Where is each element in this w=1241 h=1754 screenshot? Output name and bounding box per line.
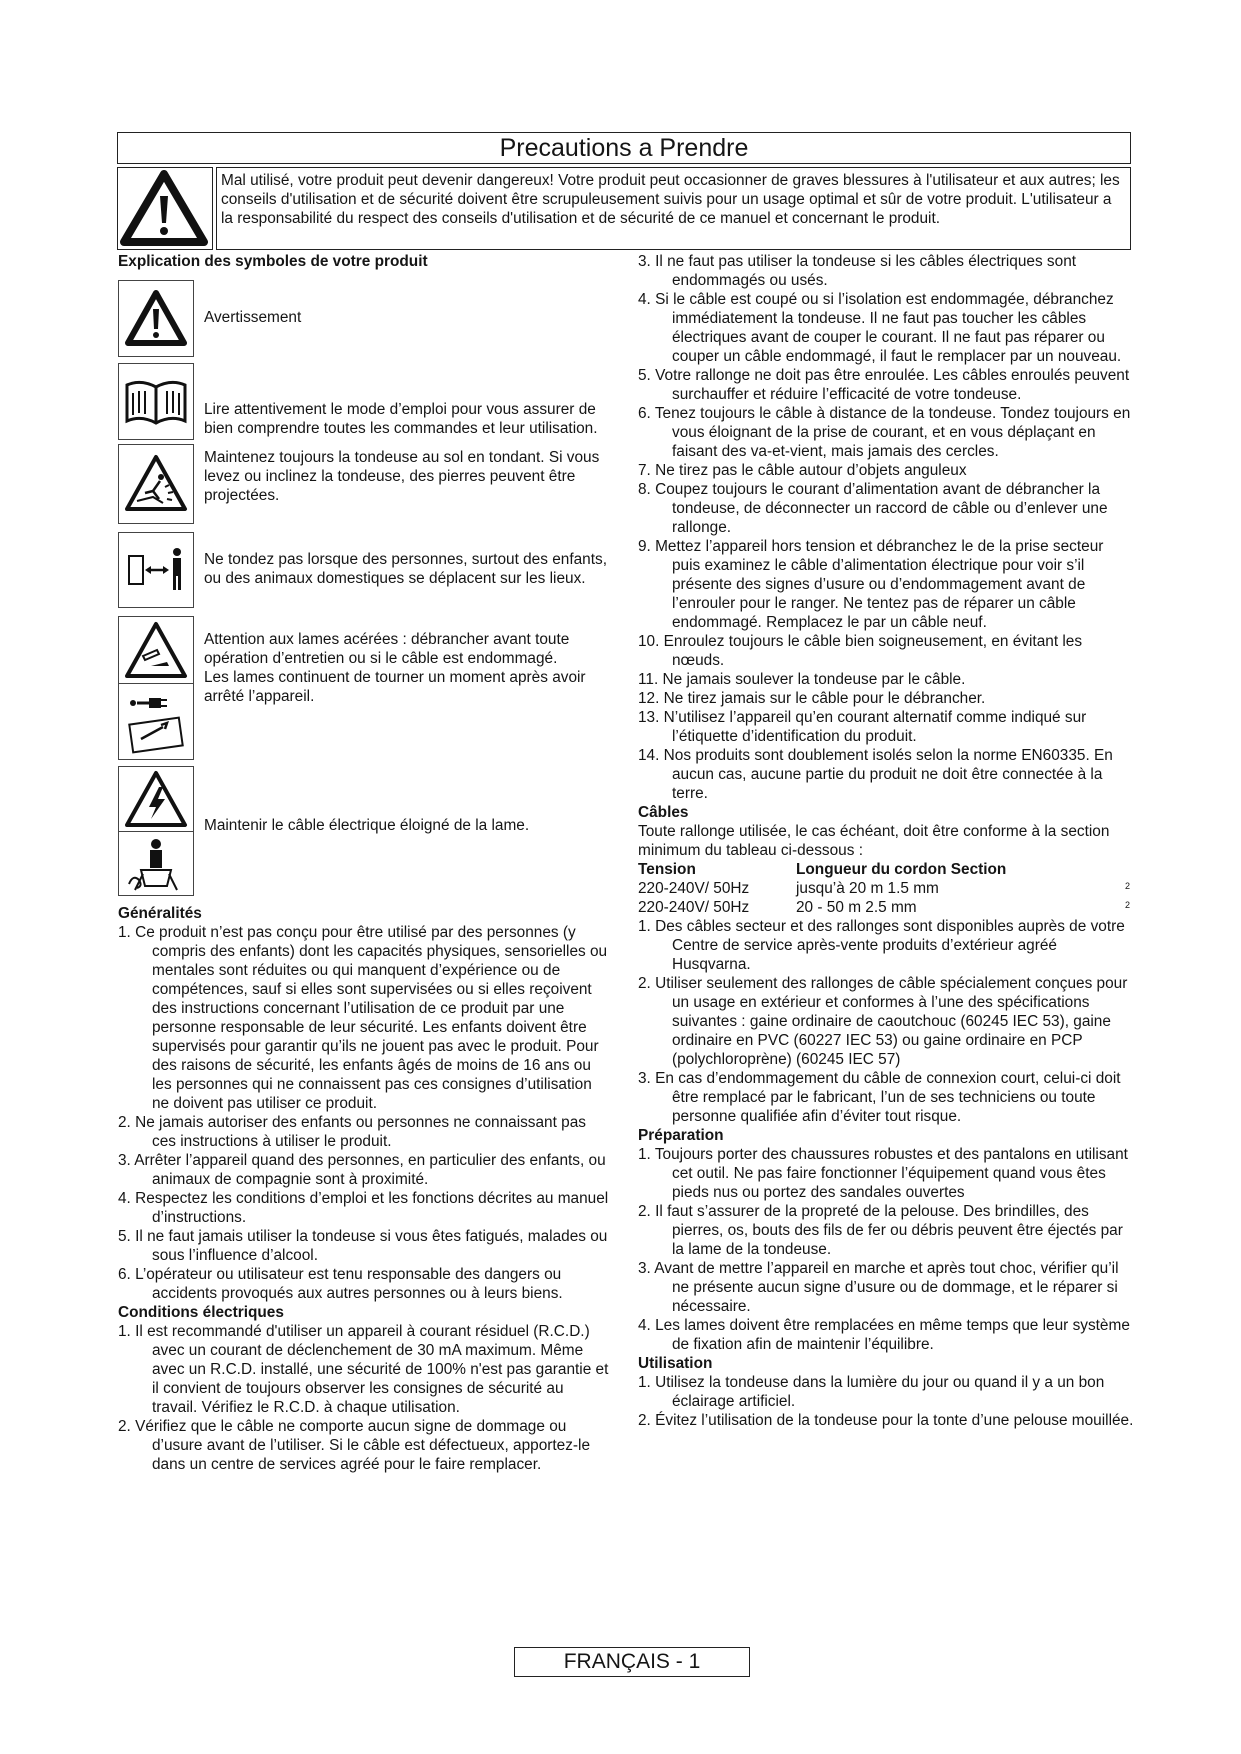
warning-triangle-icon	[118, 168, 211, 248]
symbol-text: Maintenez toujours la tondeuse au sol en tondant. Si vous levez ou inclinez la tondeuse, des pierres peuvent être projectées.	[204, 449, 600, 504]
list-item: 5. Votre rallonge ne doit pas être enroulée. Les câbles enroulés peuvent surchauffer et réduire l’efficacité de votre tondeuse.	[638, 367, 1130, 403]
list-item: 11. Ne jamais soulever la tondeuse par le câble.	[638, 671, 966, 688]
list-item: 14. Nos produits sont doublement isolés selon la norme EN60335. En aucun cas, aucune partie du produit ne doit être connectée à la terre.	[638, 747, 1113, 802]
symbol-row-distance	[118, 532, 612, 608]
unplug-before-service-icon	[118, 684, 194, 760]
symbol-text: Lire attentivement le mode d’emploi pour vous assurer de bien comprendre toutes les commandes et leur utilisation.	[204, 401, 598, 437]
cables-heading: Câbles	[638, 804, 689, 821]
symbol-text: Ne tondez pas lorsque des personnes, surtout des enfants, ou des animaux domestiques se déplacent sur les lieux.	[204, 551, 607, 587]
cable-away-from-blade-icon	[118, 832, 194, 896]
list-item: 3. Arrêter l’appareil quand des personnes, en particulier des enfants, ou animaux de compagnie sont à proximité.	[118, 1152, 606, 1188]
warning-triangle-icon	[118, 280, 194, 357]
symbol-text: Avertissement	[204, 309, 302, 326]
list-item: 1. Ce produit n’est pas conçu pour être utilisé par des personnes (y compris des enfants) dont les capacités physiques, sensorielles ou mentales sont réduites ou qui manquent d’expérience ou de compétences, sauf si elles sont supervisées ou si elles reçoivent des instructions concernant l’utilisation de ce produit par une personne responsable de leur sécurité. Les enfants doivent être supervisés pour garantir qu’ils ne jouent pas avec le produit. Pour des raisons de sécurité, les enfants âgés de moins de 16 ans ou les personnes qui ne connaissent pas ces consignes d’utilisation ne doivent pas utiliser ce produit.	[118, 924, 608, 1112]
page-title: Precautions a Prendre	[117, 132, 1131, 164]
table-header-voltage: Tension	[638, 861, 696, 878]
symbols-heading: Explication des symboles de votre produit	[118, 253, 428, 270]
electrical-heading: Conditions électriques	[118, 1304, 284, 1321]
list-item: 1. Toujours porter des chaussures robustes et des pantalons en utilisant cet outil. Ne pas faire fonctionner l’équipement quand vous êtes pieds nus ou portez des sandales ouvertes	[638, 1146, 1128, 1201]
list-item: 3. Avant de mettre l’appareil en marche et après tout choc, vérifier qu’il ne présente aucun signe d’usure ou de dommage, et le réparer si nécessaire.	[638, 1260, 1119, 1315]
list-item: 1. Utilisez la tondeuse dans la lumière du jour ou quand il y a un bon éclairage artificiel.	[638, 1374, 1105, 1410]
right-column	[638, 252, 1135, 1430]
keep-distance-icon	[118, 532, 194, 608]
flying-debris-icon	[118, 444, 194, 524]
page-number-label: FRANÇAIS - 1	[514, 1647, 750, 1677]
list-item: 2. Il faut s’assurer de la propreté de la pelouse. Des brindilles, des pierres, os, bouts des fils de fer ou débris peuvent être éjectés par la lame de la tondeuse.	[638, 1203, 1123, 1258]
list-item: 6. L’opérateur ou utilisateur est tenu responsable des dangers ou accidents provoqués aux autres personnes ou à leurs biens.	[118, 1266, 563, 1302]
list-item: 2. Utiliser seulement des rallonges de câble spécialement conçues pour un usage en extérieur et conformes à l’une des spécifications suivantes : gaine ordinaire de caoutchouc (60245 IEC 53), gaine ordinaire en PVC (60227 IEC 53) ou gaine ordinaire en PCP (polychloroprène) (60245 IEC 57)	[638, 975, 1128, 1068]
list-item: 9. Mettez l’appareil hors tension et débranchez le de la prise secteur puis examinez le câble d’alimentation électrique pour voir s’il présente des signes d’usure ou d’endommagement avant de l’enrouler pour le ranger. Ne tentez pas de réparer un câble endommagé. Remplacez le par un câble neuf.	[638, 538, 1104, 631]
table-cell-spec: 20 - 50 m 2.5 mm	[796, 899, 917, 916]
symbol-text-block	[194, 616, 612, 708]
warning-icon-box	[117, 167, 213, 250]
table-cell-superscript: 2	[1124, 881, 1130, 891]
table-cell-voltage: 220-240V/ 50Hz	[638, 899, 750, 916]
electric-shock-icon	[118, 766, 194, 832]
list-item: 2. Vérifiez que le câble ne comporte aucun signe de dommage ou d’usure avant de l’utiliser. Si le câble est défectueux, apportez-le dans un centre de services agréé pour le faire remplacer.	[118, 1418, 591, 1473]
cables-intro: Toute rallonge utilisée, le cas échéant, doit être conforme à la section minimum du tableau ci-dessous :	[638, 823, 1110, 859]
list-item: 7. Ne tirez pas le câble autour d’objets anguleux	[638, 462, 967, 479]
symbol-text: Attention aux lames acérées : débrancher avant toute opération d’entretien ou si le câble est endommagé.	[204, 631, 570, 667]
table-cell-spec: jusqu’à 20 m 1.5 mm	[796, 880, 939, 897]
general-heading: Généralités	[118, 905, 202, 922]
list-item: 1. Il est recommandé d'utiliser un appareil à courant résiduel (R.C.D.) avec un courant de déclenchement de 30 mA maximum. Même avec un R.C.D. installé, une sécurité de 100% n'est pas garantie et il convient de toujours observer les consignes de sécurité au travail. Vérifiez le R.C.D. à chaque utilisation.	[118, 1323, 609, 1416]
list-item: 3. En cas d’endommagement du câble de connexion court, celui-ci doit être remplacé par le fabricant, l’un de ses techniciens ou toute personne qualifiée afin d’éviter tout risque.	[638, 1070, 1121, 1125]
list-item: 4. Respectez les conditions d’emploi et les fonctions décrites au manuel d’instructions.	[118, 1190, 609, 1226]
cable-section-table	[638, 860, 1135, 917]
list-item: 1. Des câbles secteur et des rallonges sont disponibles auprès de votre Centre de service après-vente produits d’extérieur agréé Husqvarna.	[638, 918, 1125, 973]
list-item: 6. Tenez toujours le câble à distance de la tondeuse. Tondez toujours en vous éloignant de la prise de courant, et en vous déplaçant en faisant des va-et-vient, mais jamais des cercles.	[638, 405, 1131, 460]
safety-warning-text: Mal utilisé, votre produit peut devenir dangereux! Votre produit peut occasionner de graves blessures à l'utilisateur et aux autres; les conseils d'utilisation et de sécurité doivent être scrupuleusement suivis pour un usage optimal et sûr de votre produit. L'utilisateur a la responsabilité du respect des conseils d'utilisation et de sécurité de ce manuel et concernant le produit.	[216, 167, 1131, 250]
list-item: 10. Enroulez toujours le câble bien soigneusement, en évitant les nœuds.	[638, 633, 1083, 669]
left-column	[118, 252, 612, 1474]
sharp-blades-icon	[118, 616, 194, 684]
list-item: 12. Ne tirez jamais sur le câble pour le débrancher.	[638, 690, 986, 707]
symbol-row-debris	[118, 444, 612, 524]
list-item: 3. Il ne faut pas utiliser la tondeuse si les câbles électriques sont endommagés ou usés.	[638, 253, 1077, 289]
symbol-text: Maintenir le câble électrique éloigné de la lame.	[204, 817, 530, 834]
symbol-row-blades	[118, 616, 612, 760]
usage-heading: Utilisation	[638, 1355, 713, 1372]
symbol-row-warning	[118, 280, 612, 357]
list-item: 4. Les lames doivent être remplacées en même temps que leur système de fixation afin de maintenir l’équilibre.	[638, 1317, 1130, 1353]
list-item: 5. Il ne faut jamais utiliser la tondeuse si vous êtes fatigués, malades ou sous l’influence d’alcool.	[118, 1228, 608, 1264]
symbol-text-secondary: Les lames continuent de tourner un moment après avoir arrêté l’appareil.	[204, 669, 586, 705]
table-cell-voltage: 220-240V/ 50Hz	[638, 880, 750, 897]
table-header-length-section: Longueur du cordon Section	[796, 861, 1007, 878]
open-manual-icon	[118, 363, 194, 440]
table-cell-superscript: 2	[1124, 900, 1130, 910]
symbol-row-electric	[118, 766, 612, 896]
list-item: 2. Ne jamais autoriser des enfants ou personnes ne connaissant pas ces instructions à utiliser le produit.	[118, 1114, 586, 1150]
preparation-heading: Préparation	[638, 1127, 724, 1144]
symbol-row-manual	[118, 363, 612, 440]
list-item: 4. Si le câble est coupé ou si l’isolation est endommagée, débranchez immédiatement la tondeuse. Il ne faut pas toucher les câbles électriques avant de couper le courant. Il ne faut pas réparer ou couper un câble endommagé, il faut le remplacer par un nouveau.	[638, 291, 1122, 365]
list-item: 13. N’utilisez l’appareil qu’en courant alternatif comme indiqué sur l’étiquette d’identification du produit.	[638, 709, 1087, 745]
list-item: 2. Évitez l’utilisation de la tondeuse pour la tonte d’une pelouse mouillée.	[638, 1412, 1134, 1429]
list-item: 8. Coupez toujours le courant d’alimentation avant de débrancher la tondeuse, de déconnecter un raccord de câble ou d’enlever une rallonge.	[638, 481, 1108, 536]
